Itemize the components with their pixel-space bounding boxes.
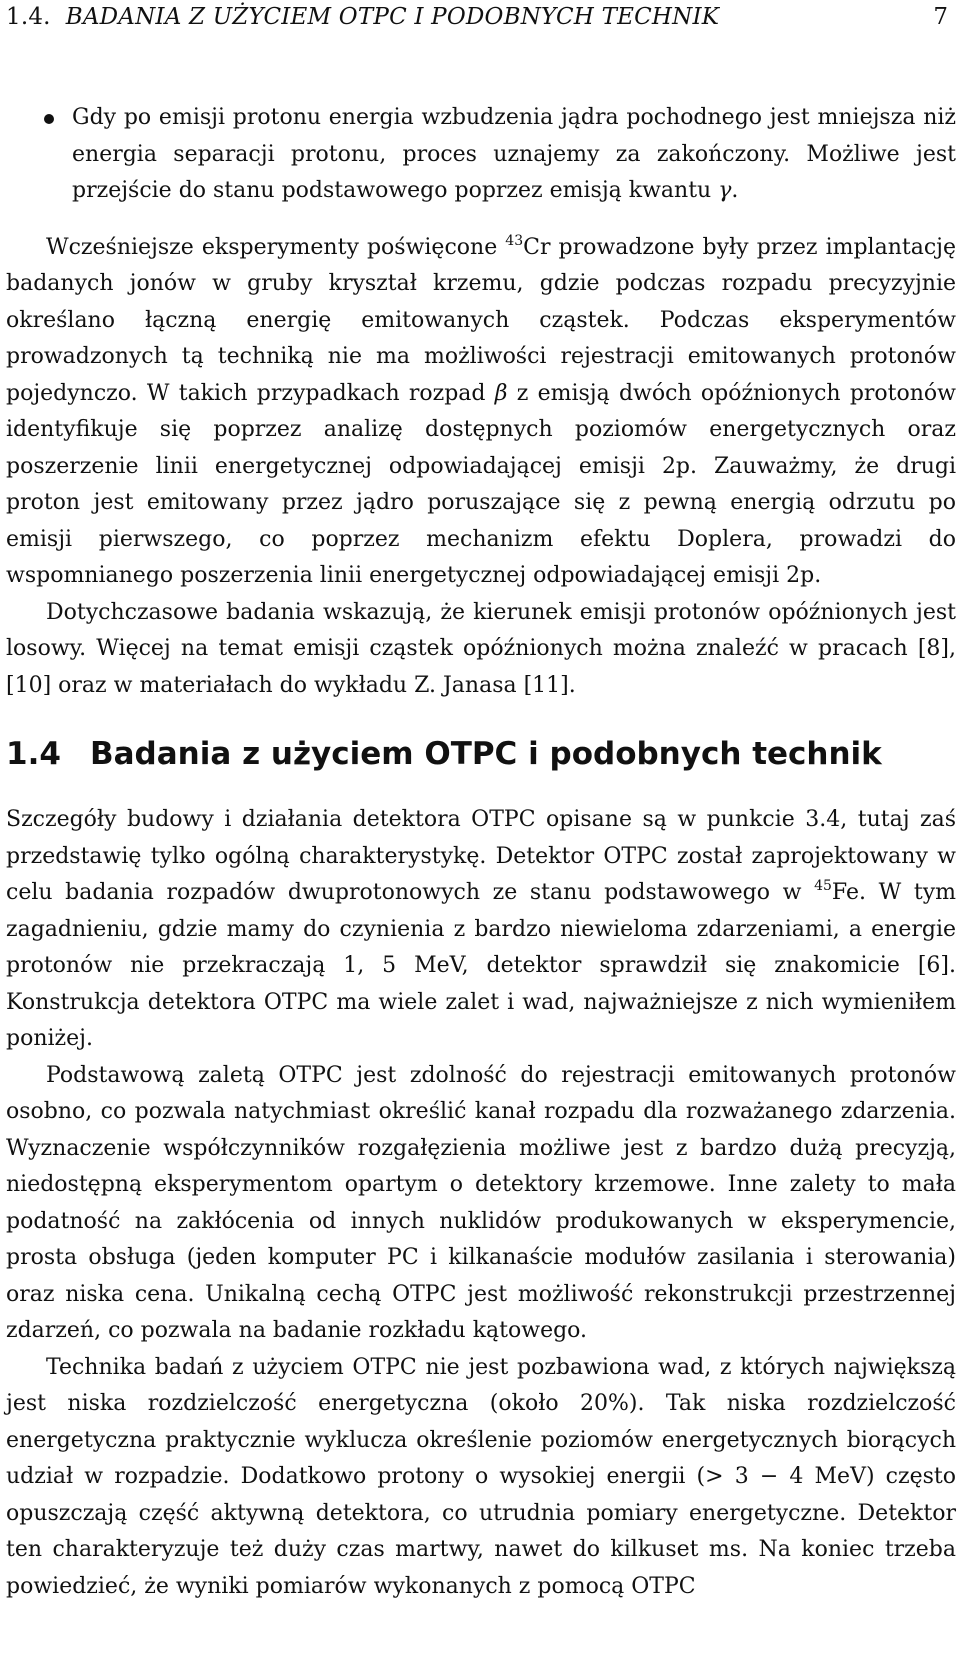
paragraph-emission-direction: Dotychczasowe badania wskazują, że kierunek emisji protonów opóźnionych jest losowy. Więcej na temat emisji cząstek opóźnionych można znaleźć w pracach [8], [10] oraz w materiałach do wykładu Z. Janasa [11]. <box>6 599 956 698</box>
mass-number-43: 43 <box>505 232 524 249</box>
bullet-marker <box>44 114 54 124</box>
page-number: 7 <box>933 4 948 30</box>
running-section-number: 1.4. <box>6 4 51 30</box>
paragraph-otpc-intro-part-a: Szczegóły budowy i działania detektora OTPC opisane są w punkcie 3.4, tutaj zaś przedstawię tylko ogólną charakterystykę. Detektor OTPC został zaprojektowany w celu badania rozpadów dwuprotonowych ze stanu podstawowego w <box>6 807 956 905</box>
section-number: 1.4 <box>6 736 61 772</box>
paragraph-cr43 <box>6 230 956 595</box>
section-heading <box>6 730 956 778</box>
bullet-text-tail: . <box>731 178 739 203</box>
running-header <box>6 4 956 34</box>
running-title <box>6 4 719 30</box>
running-section-title: BADANIA Z UŻYCIEM OTPC I PODOBNYCH TECHNIK <box>65 4 720 30</box>
paragraph-otpc-disadvantages: Technika badań z użyciem OTPC nie jest pozbawiona wad, z których największą jest niska rozdzielczość energetyczna (około 20%). Tak niska rozdzielczość energetyczna praktycznie wyklucza określenie poziomów energetycznych biorących udział w rozpadzie. Dodatkowo protony o wysokiej energii (> 3 − 4 MeV) często opuszczają część aktywną detektora, co utrudnia pomiary energetyczne. Detektor ten charakteryzuje też duży czas martwy, nawet do kilkuset ms. Na koniec trzeba powiedzieć, że wyniki pomiarów wykonanych z pomocą OTPC <box>6 1354 956 1599</box>
paragraph-otpc-intro-part-b: Fe. W tym zagadnieniu, gdzie mamy do czynienia z bardzo niewieloma zdarzeniami, a energie protonów nie przekraczają 1, 5 MeV, detektor sprawdził się znakomicie [6]. Konstrukcja detektora OTPC ma wiele zalet i wad, najważniejsze z nich wymieniłem poniżej. <box>6 880 956 1051</box>
paragraph-otpc-advantages: Podstawową zaletą OTPC jest zdolność do rejestracji emitowanych protonów osobno, co pozwala natychmiast określić kanał rozpadu dla rozważanego zdarzenia. Wyznaczenie współczynników rozgałęzienia możliwe jest z bardzo dużą precyzją, niedostępną eksperymentom opartym o detektory krzemowe. Inne zalety to mała podatność na zakłócenia od innych nuklidów produkowanych w eksperymencie, prosta obsługa (jeden komputer PC i kilkanaście modułów zasilania i sterowania) oraz niska cena. Unikalną cechą OTPC jest możliwość rekonstrukcji przestrzennej zdarzeń, co pozwala na badanie rozkładu kątowego. <box>6 1062 956 1343</box>
beta-symbol: β <box>494 380 508 406</box>
paragraph-cr43-part-a: Wcześniejsze eksperymenty poświęcone <box>46 234 506 260</box>
paragraph-cr43-part-c: z emisją dwóch opóźnionych protonów identyfikuje się poprzez analizę dostępnych poziomów energetycznych oraz poszerzenie linii energetycznej odpowiadającej emisji 2p. Zauważmy, że drugi proton jest emitowany przez jądro poruszające się z pewną energią odrzutu po emisji pierwszego, co poprzez mechanizm efektu Doplera, prowadzi do wspomnianego poszerzenia linii energetycznej odpowiadającej emisji 2p. <box>6 380 956 588</box>
paragraph-cr43-part-b: Cr prowadzone były przez implantację badanych jonów w gruby kryształ krzemu, gdzie podczas rozpadu precyzyjnie określano łączną energię emitowanych cząstek. Podczas eksperymentów prowadzonych tą techniką nie ma możliwości rejestracji emitowanych protonów pojedynczo. W takich przypadkach rozpad <box>6 234 956 406</box>
bullet-text-main: Gdy po emisji protonu energia wzbudzenia jądra pochodnego jest mniejsza niż energia separacji protonu, proces uznajemy za zakończony. Możliwe jest przejście do stanu podstawowego poprzez emisją kwantu <box>72 105 956 203</box>
mass-number-45: 45 <box>814 878 832 894</box>
gamma-symbol: γ <box>718 178 732 203</box>
body-text <box>6 100 956 1605</box>
paragraph-otpc-intro <box>6 802 956 1058</box>
bullet-text <box>72 100 956 210</box>
section-title: Badania z użyciem OTPC i podobnych technik <box>90 736 882 772</box>
bullet-item <box>6 100 956 210</box>
